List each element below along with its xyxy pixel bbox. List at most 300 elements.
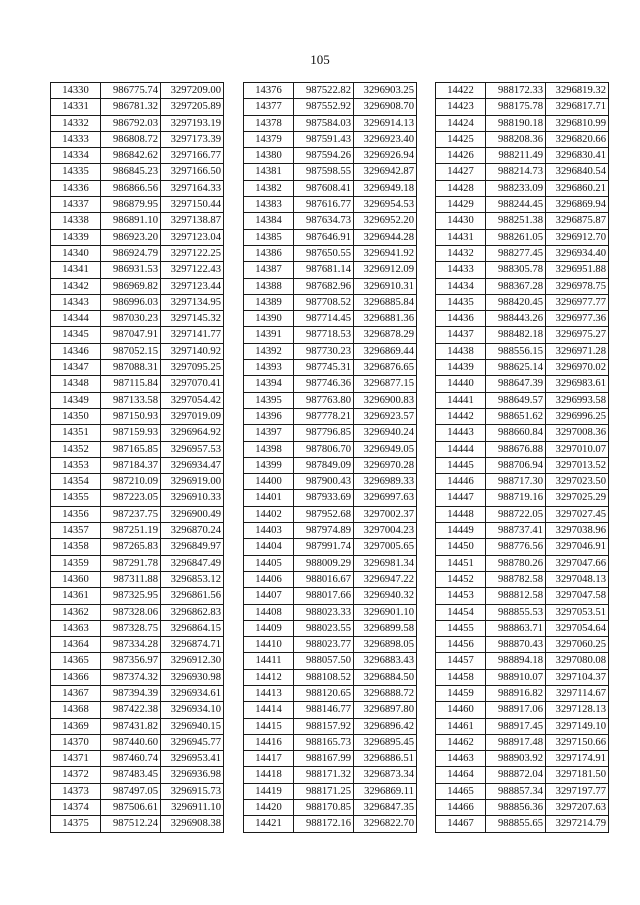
x-coordinate-cell: 987730.23 xyxy=(294,343,354,359)
y-coordinate-cell: 3296936.98 xyxy=(161,767,224,783)
point-id-cell: 14423 xyxy=(436,99,486,115)
table-row xyxy=(436,816,609,832)
x-coordinate-cell: 988780.26 xyxy=(486,555,546,571)
x-coordinate-cell: 988719.16 xyxy=(486,490,546,506)
point-id-cell: 14340 xyxy=(51,245,101,261)
x-coordinate-cell: 986924.79 xyxy=(101,245,161,261)
point-id-cell: 14401 xyxy=(244,490,294,506)
point-id-cell: 14345 xyxy=(51,327,101,343)
y-coordinate-cell: 3296934.47 xyxy=(161,457,224,473)
point-id-cell: 14339 xyxy=(51,229,101,245)
y-coordinate-cell: 3297054.42 xyxy=(161,392,224,408)
y-coordinate-cell: 3297053.51 xyxy=(546,604,609,620)
point-id-cell: 14451 xyxy=(436,555,486,571)
point-id-cell: 14437 xyxy=(436,327,486,343)
y-coordinate-cell: 3296881.36 xyxy=(354,311,417,327)
x-coordinate-cell: 987598.55 xyxy=(294,164,354,180)
x-coordinate-cell: 988171.25 xyxy=(294,783,354,799)
x-coordinate-cell: 988855.53 xyxy=(486,604,546,620)
x-coordinate-cell: 988023.33 xyxy=(294,604,354,620)
table-row xyxy=(244,441,417,457)
table-row xyxy=(51,278,224,294)
y-coordinate-cell: 3296847.49 xyxy=(161,555,224,571)
y-coordinate-cell: 3297150.66 xyxy=(546,734,609,750)
point-id-cell: 14392 xyxy=(244,343,294,359)
y-coordinate-cell: 3296822.70 xyxy=(354,816,417,832)
x-coordinate-cell: 988706.94 xyxy=(486,457,546,473)
point-id-cell: 14370 xyxy=(51,734,101,750)
y-coordinate-cell: 3297008.36 xyxy=(546,425,609,441)
y-coordinate-cell: 3297123.44 xyxy=(161,278,224,294)
y-coordinate-cell: 3296989.33 xyxy=(354,474,417,490)
x-coordinate-cell: 987584.03 xyxy=(294,115,354,131)
page-number: 105 xyxy=(310,52,330,67)
x-coordinate-cell: 987974.89 xyxy=(294,523,354,539)
table-row xyxy=(436,262,609,278)
point-id-cell: 14394 xyxy=(244,376,294,392)
point-id-cell: 14409 xyxy=(244,620,294,636)
y-coordinate-cell: 3297025.29 xyxy=(546,490,609,506)
x-coordinate-cell: 986996.03 xyxy=(101,294,161,310)
x-coordinate-cell: 988208.36 xyxy=(486,131,546,147)
x-coordinate-cell: 987682.96 xyxy=(294,278,354,294)
y-coordinate-cell: 3297150.44 xyxy=(161,197,224,213)
point-id-cell: 14436 xyxy=(436,311,486,327)
table-row xyxy=(436,180,609,196)
point-id-cell: 14376 xyxy=(244,83,294,99)
point-id-cell: 14378 xyxy=(244,115,294,131)
point-id-cell: 14442 xyxy=(436,408,486,424)
table-row xyxy=(436,392,609,408)
point-id-cell: 14354 xyxy=(51,474,101,490)
point-id-cell: 14382 xyxy=(244,180,294,196)
x-coordinate-cell: 988870.43 xyxy=(486,637,546,653)
table-row xyxy=(244,425,417,441)
table-row xyxy=(244,343,417,359)
x-coordinate-cell: 987030.23 xyxy=(101,311,161,327)
table-row xyxy=(244,262,417,278)
y-coordinate-cell: 3296895.45 xyxy=(354,734,417,750)
x-coordinate-cell: 987714.45 xyxy=(294,311,354,327)
coordinates-table-3 xyxy=(435,82,609,833)
x-coordinate-cell: 988175.78 xyxy=(486,99,546,115)
table-row xyxy=(51,718,224,734)
x-coordinate-cell: 988023.77 xyxy=(294,637,354,653)
point-id-cell: 14411 xyxy=(244,653,294,669)
y-coordinate-cell: 3296900.49 xyxy=(161,506,224,522)
y-coordinate-cell: 3296951.88 xyxy=(546,262,609,278)
y-coordinate-cell: 3297005.65 xyxy=(354,539,417,555)
x-coordinate-cell: 986931.53 xyxy=(101,262,161,278)
x-coordinate-cell: 986969.82 xyxy=(101,278,161,294)
table-row xyxy=(436,653,609,669)
point-id-cell: 14443 xyxy=(436,425,486,441)
x-coordinate-cell: 987291.78 xyxy=(101,555,161,571)
y-coordinate-cell: 3296869.94 xyxy=(546,197,609,213)
y-coordinate-cell: 3296923.40 xyxy=(354,131,417,147)
point-id-cell: 14332 xyxy=(51,115,101,131)
point-id-cell: 14391 xyxy=(244,327,294,343)
x-coordinate-cell: 986808.72 xyxy=(101,131,161,147)
x-coordinate-cell: 987552.92 xyxy=(294,99,354,115)
table-row xyxy=(244,180,417,196)
x-coordinate-cell: 988211.49 xyxy=(486,148,546,164)
table-row xyxy=(436,474,609,490)
y-coordinate-cell: 3296899.58 xyxy=(354,620,417,636)
table-row xyxy=(436,604,609,620)
table-row xyxy=(244,164,417,180)
point-id-cell: 14447 xyxy=(436,490,486,506)
point-id-cell: 14374 xyxy=(51,800,101,816)
y-coordinate-cell: 3296885.84 xyxy=(354,294,417,310)
coordinates-table-2 xyxy=(243,82,417,833)
point-id-cell: 14390 xyxy=(244,311,294,327)
point-id-cell: 14395 xyxy=(244,392,294,408)
point-id-cell: 14403 xyxy=(244,523,294,539)
y-coordinate-cell: 3296970.02 xyxy=(546,360,609,376)
x-coordinate-cell: 987356.97 xyxy=(101,653,161,669)
table-row xyxy=(244,571,417,587)
point-id-cell: 14463 xyxy=(436,751,486,767)
y-coordinate-cell: 3297181.50 xyxy=(546,767,609,783)
point-id-cell: 14366 xyxy=(51,669,101,685)
point-id-cell: 14440 xyxy=(436,376,486,392)
y-coordinate-cell: 3296941.92 xyxy=(354,245,417,261)
point-id-cell: 14466 xyxy=(436,800,486,816)
y-coordinate-cell: 3296911.10 xyxy=(161,800,224,816)
point-id-cell: 14417 xyxy=(244,751,294,767)
y-coordinate-cell: 3296912.30 xyxy=(161,653,224,669)
x-coordinate-cell: 988420.45 xyxy=(486,294,546,310)
table-row xyxy=(244,685,417,701)
point-id-cell: 14398 xyxy=(244,441,294,457)
x-coordinate-cell: 987506.61 xyxy=(101,800,161,816)
y-coordinate-cell: 3296908.38 xyxy=(161,816,224,832)
point-id-cell: 14352 xyxy=(51,441,101,457)
table-row xyxy=(436,767,609,783)
table-row xyxy=(51,441,224,457)
y-coordinate-cell: 3296940.24 xyxy=(354,425,417,441)
table-row xyxy=(51,213,224,229)
table-row xyxy=(51,294,224,310)
x-coordinate-cell: 988108.52 xyxy=(294,669,354,685)
y-coordinate-cell: 3296934.61 xyxy=(161,685,224,701)
x-coordinate-cell: 987718.53 xyxy=(294,327,354,343)
x-coordinate-cell: 988009.29 xyxy=(294,555,354,571)
x-coordinate-cell: 986891.10 xyxy=(101,213,161,229)
y-coordinate-cell: 3296934.40 xyxy=(546,245,609,261)
y-coordinate-cell: 3296926.94 xyxy=(354,148,417,164)
x-coordinate-cell: 987591.43 xyxy=(294,131,354,147)
table-row xyxy=(436,115,609,131)
point-id-cell: 14334 xyxy=(51,148,101,164)
table-row xyxy=(436,523,609,539)
point-id-cell: 14426 xyxy=(436,148,486,164)
point-id-cell: 14406 xyxy=(244,571,294,587)
y-coordinate-cell: 3296819.32 xyxy=(546,83,609,99)
point-id-cell: 14432 xyxy=(436,245,486,261)
y-coordinate-cell: 3296970.28 xyxy=(354,457,417,473)
point-id-cell: 14467 xyxy=(436,816,486,832)
table-row xyxy=(244,131,417,147)
point-id-cell: 14427 xyxy=(436,164,486,180)
point-id-cell: 14425 xyxy=(436,131,486,147)
x-coordinate-cell: 988856.36 xyxy=(486,800,546,816)
point-id-cell: 14331 xyxy=(51,99,101,115)
x-coordinate-cell: 988857.34 xyxy=(486,783,546,799)
table-row xyxy=(436,99,609,115)
table-row xyxy=(436,425,609,441)
y-coordinate-cell: 3296884.50 xyxy=(354,669,417,685)
x-coordinate-cell: 987328.06 xyxy=(101,604,161,620)
point-id-cell: 14358 xyxy=(51,539,101,555)
point-id-cell: 14402 xyxy=(244,506,294,522)
x-coordinate-cell: 987952.68 xyxy=(294,506,354,522)
table-row xyxy=(244,620,417,636)
x-coordinate-cell: 986879.95 xyxy=(101,197,161,213)
y-coordinate-cell: 3297138.87 xyxy=(161,213,224,229)
y-coordinate-cell: 3297010.07 xyxy=(546,441,609,457)
table-row xyxy=(436,311,609,327)
y-coordinate-cell: 3296878.29 xyxy=(354,327,417,343)
y-coordinate-cell: 3297166.77 xyxy=(161,148,224,164)
point-id-cell: 14389 xyxy=(244,294,294,310)
y-coordinate-cell: 3297114.67 xyxy=(546,685,609,701)
point-id-cell: 14386 xyxy=(244,245,294,261)
x-coordinate-cell: 988855.65 xyxy=(486,816,546,832)
y-coordinate-cell: 3296817.71 xyxy=(546,99,609,115)
y-coordinate-cell: 3297141.77 xyxy=(161,327,224,343)
y-coordinate-cell: 3296897.80 xyxy=(354,702,417,718)
x-coordinate-cell: 987608.41 xyxy=(294,180,354,196)
y-coordinate-cell: 3297023.50 xyxy=(546,474,609,490)
y-coordinate-cell: 3296910.33 xyxy=(161,490,224,506)
y-coordinate-cell: 3296977.77 xyxy=(546,294,609,310)
table-row xyxy=(51,262,224,278)
table-row xyxy=(244,213,417,229)
point-id-cell: 14349 xyxy=(51,392,101,408)
point-id-cell: 14355 xyxy=(51,490,101,506)
y-coordinate-cell: 3296886.51 xyxy=(354,751,417,767)
y-coordinate-cell: 3296874.71 xyxy=(161,637,224,653)
y-coordinate-cell: 3296954.53 xyxy=(354,197,417,213)
x-coordinate-cell: 987900.43 xyxy=(294,474,354,490)
x-coordinate-cell: 987616.77 xyxy=(294,197,354,213)
x-coordinate-cell: 987374.32 xyxy=(101,669,161,685)
table-row xyxy=(51,229,224,245)
table-row xyxy=(436,229,609,245)
y-coordinate-cell: 3297134.95 xyxy=(161,294,224,310)
y-coordinate-cell: 3296908.70 xyxy=(354,99,417,115)
point-id-cell: 14419 xyxy=(244,783,294,799)
y-coordinate-cell: 3296996.25 xyxy=(546,408,609,424)
x-coordinate-cell: 987778.21 xyxy=(294,408,354,424)
y-coordinate-cell: 3296975.27 xyxy=(546,327,609,343)
point-id-cell: 14429 xyxy=(436,197,486,213)
y-coordinate-cell: 3296997.63 xyxy=(354,490,417,506)
x-coordinate-cell: 987251.19 xyxy=(101,523,161,539)
x-coordinate-cell: 988722.05 xyxy=(486,506,546,522)
table-row xyxy=(51,555,224,571)
point-id-cell: 14362 xyxy=(51,604,101,620)
x-coordinate-cell: 987646.91 xyxy=(294,229,354,245)
table-row xyxy=(244,229,417,245)
table-row xyxy=(244,311,417,327)
y-coordinate-cell: 3296952.20 xyxy=(354,213,417,229)
table-row xyxy=(244,588,417,604)
table-row xyxy=(244,506,417,522)
y-coordinate-cell: 3296923.57 xyxy=(354,408,417,424)
y-coordinate-cell: 3296978.75 xyxy=(546,278,609,294)
point-id-cell: 14353 xyxy=(51,457,101,473)
table-row xyxy=(244,360,417,376)
table-row xyxy=(244,99,417,115)
table-row xyxy=(51,197,224,213)
x-coordinate-cell: 987634.73 xyxy=(294,213,354,229)
y-coordinate-cell: 3297122.43 xyxy=(161,262,224,278)
x-coordinate-cell: 988916.82 xyxy=(486,685,546,701)
table-row xyxy=(436,669,609,685)
y-coordinate-cell: 3296981.34 xyxy=(354,555,417,571)
x-coordinate-cell: 986775.74 xyxy=(101,83,161,99)
x-coordinate-cell: 988917.06 xyxy=(486,702,546,718)
y-coordinate-cell: 3296945.77 xyxy=(161,734,224,750)
y-coordinate-cell: 3297214.79 xyxy=(546,816,609,832)
point-id-cell: 14397 xyxy=(244,425,294,441)
x-coordinate-cell: 987052.15 xyxy=(101,343,161,359)
table-row xyxy=(436,506,609,522)
point-id-cell: 14434 xyxy=(436,278,486,294)
point-id-cell: 14424 xyxy=(436,115,486,131)
x-coordinate-cell: 987115.84 xyxy=(101,376,161,392)
table-row xyxy=(244,148,417,164)
point-id-cell: 14337 xyxy=(51,197,101,213)
x-coordinate-cell: 988367.28 xyxy=(486,278,546,294)
point-id-cell: 14372 xyxy=(51,767,101,783)
y-coordinate-cell: 3297128.13 xyxy=(546,702,609,718)
point-id-cell: 14412 xyxy=(244,669,294,685)
table-row xyxy=(436,376,609,392)
x-coordinate-cell: 988172.33 xyxy=(486,83,546,99)
table-row xyxy=(244,457,417,473)
table-row xyxy=(51,637,224,653)
point-id-cell: 14418 xyxy=(244,767,294,783)
point-id-cell: 14348 xyxy=(51,376,101,392)
y-coordinate-cell: 3296840.54 xyxy=(546,164,609,180)
y-coordinate-cell: 3297205.89 xyxy=(161,99,224,115)
x-coordinate-cell: 987745.31 xyxy=(294,360,354,376)
point-id-cell: 14465 xyxy=(436,783,486,799)
x-coordinate-cell: 988812.58 xyxy=(486,588,546,604)
y-coordinate-cell: 3297197.77 xyxy=(546,783,609,799)
x-coordinate-cell: 988120.65 xyxy=(294,685,354,701)
x-coordinate-cell: 987681.14 xyxy=(294,262,354,278)
x-coordinate-cell: 986845.23 xyxy=(101,164,161,180)
x-coordinate-cell: 988917.48 xyxy=(486,734,546,750)
point-id-cell: 14350 xyxy=(51,408,101,424)
point-id-cell: 14457 xyxy=(436,653,486,669)
table-row xyxy=(51,653,224,669)
y-coordinate-cell: 3296877.15 xyxy=(354,376,417,392)
y-coordinate-cell: 3297047.58 xyxy=(546,588,609,604)
y-coordinate-cell: 3296934.10 xyxy=(161,702,224,718)
y-coordinate-cell: 3297013.52 xyxy=(546,457,609,473)
table-row xyxy=(51,164,224,180)
y-coordinate-cell: 3296912.70 xyxy=(546,229,609,245)
x-coordinate-cell: 987325.95 xyxy=(101,588,161,604)
table-row xyxy=(51,457,224,473)
table-row xyxy=(51,311,224,327)
table-row xyxy=(436,343,609,359)
point-id-cell: 14357 xyxy=(51,523,101,539)
table-row xyxy=(244,816,417,832)
point-id-cell: 14369 xyxy=(51,718,101,734)
x-coordinate-cell: 987460.74 xyxy=(101,751,161,767)
table-row xyxy=(244,718,417,734)
x-coordinate-cell: 988190.18 xyxy=(486,115,546,131)
point-id-cell: 14439 xyxy=(436,360,486,376)
y-coordinate-cell: 3297123.04 xyxy=(161,229,224,245)
x-coordinate-cell: 988261.05 xyxy=(486,229,546,245)
table-row xyxy=(436,278,609,294)
y-coordinate-cell: 3297038.96 xyxy=(546,523,609,539)
y-coordinate-cell: 3297070.41 xyxy=(161,376,224,392)
x-coordinate-cell: 988660.84 xyxy=(486,425,546,441)
y-coordinate-cell: 3296919.00 xyxy=(161,474,224,490)
x-coordinate-cell: 988717.30 xyxy=(486,474,546,490)
x-coordinate-cell: 987133.58 xyxy=(101,392,161,408)
point-id-cell: 14377 xyxy=(244,99,294,115)
y-coordinate-cell: 3296949.18 xyxy=(354,180,417,196)
table-row xyxy=(436,294,609,310)
point-id-cell: 14387 xyxy=(244,262,294,278)
x-coordinate-cell: 987849.09 xyxy=(294,457,354,473)
y-coordinate-cell: 3296888.72 xyxy=(354,685,417,701)
table-row xyxy=(436,800,609,816)
x-coordinate-cell: 988872.04 xyxy=(486,767,546,783)
point-id-cell: 14364 xyxy=(51,637,101,653)
y-coordinate-cell: 3297004.23 xyxy=(354,523,417,539)
point-id-cell: 14367 xyxy=(51,685,101,701)
x-coordinate-cell: 987265.83 xyxy=(101,539,161,555)
table-row xyxy=(244,197,417,213)
table-row xyxy=(244,83,417,99)
y-coordinate-cell: 3297047.66 xyxy=(546,555,609,571)
point-id-cell: 14343 xyxy=(51,294,101,310)
point-id-cell: 14441 xyxy=(436,392,486,408)
y-coordinate-cell: 3296860.21 xyxy=(546,180,609,196)
point-id-cell: 14361 xyxy=(51,588,101,604)
table-row xyxy=(51,734,224,750)
table-row xyxy=(244,800,417,816)
y-coordinate-cell: 3297193.19 xyxy=(161,115,224,131)
point-id-cell: 14385 xyxy=(244,229,294,245)
table-row xyxy=(51,392,224,408)
y-coordinate-cell: 3297145.32 xyxy=(161,311,224,327)
y-coordinate-cell: 3296944.28 xyxy=(354,229,417,245)
point-id-cell: 14365 xyxy=(51,653,101,669)
x-coordinate-cell: 987991.74 xyxy=(294,539,354,555)
table-row xyxy=(244,245,417,261)
x-coordinate-cell: 987708.52 xyxy=(294,294,354,310)
table-row xyxy=(51,83,224,99)
point-id-cell: 14371 xyxy=(51,751,101,767)
x-coordinate-cell: 988171.32 xyxy=(294,767,354,783)
table-row xyxy=(244,604,417,620)
x-coordinate-cell: 988233.09 xyxy=(486,180,546,196)
x-coordinate-cell: 988917.45 xyxy=(486,718,546,734)
table-row xyxy=(244,115,417,131)
